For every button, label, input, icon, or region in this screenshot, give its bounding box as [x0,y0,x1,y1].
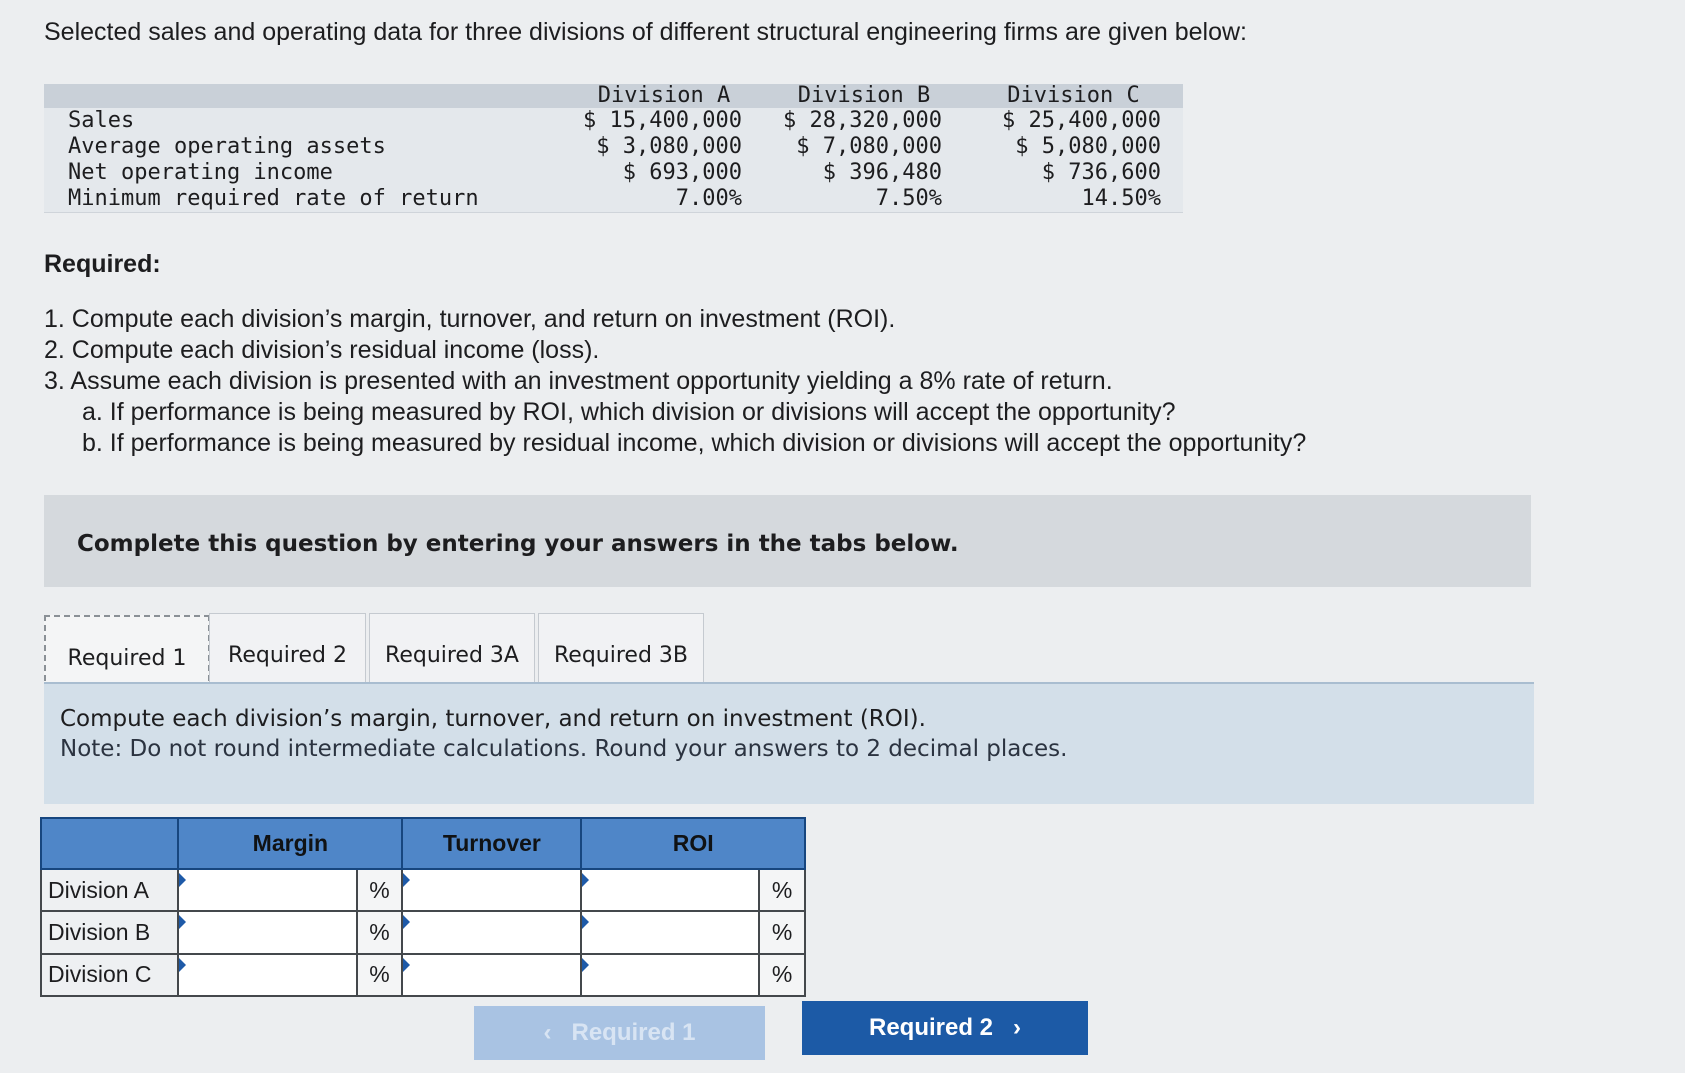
intro-text: Selected sales and operating data for three divisions of different structural engineering firms are given below: [44,18,1248,46]
roi-input-division-c[interactable] [582,955,758,995]
cell-value: $ 736,600 [964,160,1183,186]
panel-instruction: Compute each division’s margin, turnover, and return on investment (ROI). [60,706,926,732]
tab-required-3a[interactable]: Required 3A [369,613,535,697]
table-row [41,911,805,953]
roi-header: ROI [581,818,805,869]
margin-input-division-c[interactable] [179,955,355,995]
table-row [44,134,1183,160]
percent-unit: % [759,869,805,911]
turnover-header: Turnover [402,818,581,869]
row-label: Minimum required rate of return [44,186,564,213]
question-panel [44,682,1534,804]
table-row [44,186,1183,213]
row-label: Net operating income [44,160,564,186]
margin-header: Margin [178,818,402,869]
turnover-input-division-a[interactable] [403,870,580,910]
cell-value: $ 693,000 [564,160,764,186]
table-row [44,160,1183,186]
column-header: Division C [964,84,1183,108]
previous-button-label: Required 1 [571,1019,696,1046]
instruction-text: Complete this question by entering your answers in the tabs below. [77,531,959,557]
requirement-subitem: a. If performance is being measured by ROI, which division or divisions will accept the opportunity? [82,398,1176,426]
row-label: Sales [44,108,564,134]
requirement-item: 2. Compute each division’s residual income (loss). [44,336,600,364]
tab-required-3b[interactable]: Required 3B [538,613,704,697]
table-row [44,108,1183,134]
row-label: Division A [41,869,178,911]
next-button[interactable] [802,1001,1088,1055]
row-label: Division B [41,911,178,953]
cell-value: $ 3,080,000 [564,134,764,160]
requirement-subitem: b. If performance is being measured by residual income, which division or divisions will accept the opportunity? [82,429,1307,457]
row-label: Average operating assets [44,134,564,160]
turnover-input-division-c[interactable] [403,955,580,995]
margin-input-division-a[interactable] [179,870,355,910]
table-row [41,869,805,911]
next-button-label: Required 2 [868,1014,994,1041]
cell-value: $ 7,080,000 [764,134,964,160]
roi-input-division-a[interactable] [582,870,758,910]
cell-value: 14.50% [964,186,1183,213]
percent-unit: % [759,911,805,953]
panel-note: Note: Do not round intermediate calculations. Round your answers to 2 decimal places. [60,736,1068,762]
column-header: Division A [564,84,764,108]
percent-unit: % [357,869,403,911]
cell-value: $ 25,400,000 [964,108,1183,134]
percent-unit: % [357,911,403,953]
tab-required-1[interactable]: Required 1 [44,615,210,701]
previous-button[interactable] [474,1006,765,1060]
requirement-item: 1. Compute each division’s margin, turnover, and return on investment (ROI). [44,305,896,333]
answer-table [40,817,806,997]
chevron-right-icon: › [1013,1014,1022,1041]
requirement-item: 3. Assume each division is presented with an investment opportunity yielding a 8% rate of return. [44,367,1113,395]
table-row [41,954,805,996]
chevron-left-icon: ‹ [543,1019,552,1046]
instruction-box [44,495,1531,587]
roi-input-division-b[interactable] [582,912,758,952]
margin-input-division-b[interactable] [179,912,355,952]
requirements-list [44,304,1564,459]
data-table-header [44,84,1183,108]
percent-unit: % [759,954,805,996]
column-header: Division B [764,84,964,108]
cell-value: $ 15,400,000 [564,108,764,134]
cell-value: $ 5,080,000 [964,134,1183,160]
required-heading: Required: [44,250,161,278]
cell-value: $ 28,320,000 [764,108,964,134]
turnover-input-division-b[interactable] [403,912,580,952]
cell-value: $ 396,480 [764,160,964,186]
sales-data-table [44,84,1183,213]
tab-required-2[interactable]: Required 2 [209,613,366,697]
answer-header-row [41,818,805,869]
cell-value: 7.00% [564,186,764,213]
percent-unit: % [357,954,403,996]
row-label: Division C [41,954,178,996]
cell-value: 7.50% [764,186,964,213]
